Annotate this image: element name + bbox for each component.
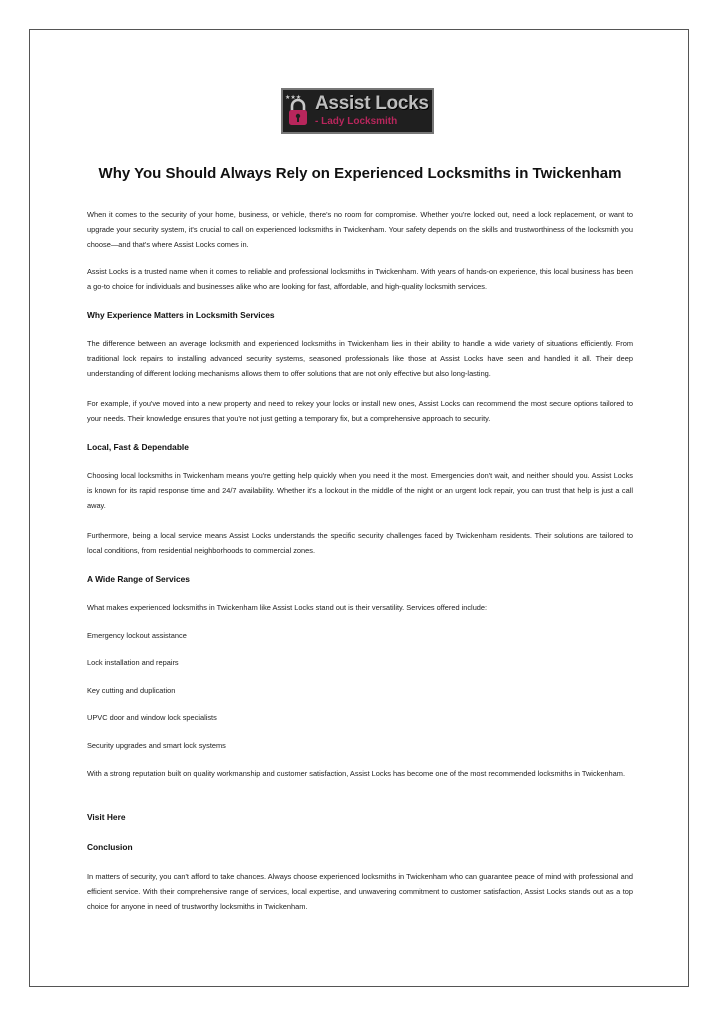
heading-experience: Why Experience Matters in Locksmith Services	[87, 310, 275, 320]
local-paragraph-1: Choosing local locksmiths in Twickenham means you're getting help quickly when you need it the most. Emergencies don't wait, and neither should you. Assist Locks is known for its rapid response time and 24/7 availability. Whether it's a lockout in the middle of the night or an urgent lock repair, you can trust that help is just a call away.	[87, 471, 633, 511]
service-item: Emergency lockout assistance	[87, 631, 187, 640]
page-title: Why You Should Always Rely on Experienced Locksmiths in Twickenham	[98, 165, 622, 182]
heading-local: Local, Fast & Dependable	[87, 442, 189, 452]
company-logo	[281, 88, 434, 134]
svg-text:★★★: ★★★	[285, 94, 302, 101]
reputation-paragraph: With a strong reputation built on quality workmanship and customer satisfaction, Assist Locks has become one of the most recommended locksmiths in Twickenham.	[87, 769, 625, 778]
service-item: UPVC door and window lock specialists	[87, 713, 217, 722]
conclusion-paragraph: In matters of security, you can't afford to take chances. Always choose experienced locksmiths in Twickenham who can guarantee peace of mind with professional and efficient service. With their comprehensive range of services, local expertise, and unwavering commitment to customer satisfaction, Assist Locks stands out as a top choice for anyone in need of trustworthy locksmiths in Twickenham.	[87, 872, 633, 912]
heading-services: A Wide Range of Services	[87, 574, 190, 584]
service-item: Lock installation and repairs	[87, 658, 179, 667]
heading-conclusion: Conclusion	[87, 842, 133, 852]
logo-name: Assist Locks	[315, 93, 429, 114]
logo-subtitle: - Lady Locksmith	[315, 116, 398, 127]
visit-here-link[interactable]: Visit Here	[87, 812, 126, 822]
padlock-icon	[283, 90, 315, 132]
local-paragraph-2: Furthermore, being a local service means Assist Locks understands the specific security challenges faced by Twickenham residents. Their solutions are tailored to local conditions, from residential neighborhoods to commercial zones.	[87, 531, 633, 556]
service-item: Key cutting and duplication	[87, 686, 176, 695]
services-intro-paragraph: What makes experienced locksmiths in Twickenham like Assist Locks stand out is their versatility. Services offered include:	[87, 603, 488, 612]
service-item: Security upgrades and smart lock systems	[87, 741, 226, 750]
experience-paragraph-1: The difference between an average locksmith and experienced locksmiths in Twickenham lies in their ability to handle a wide variety of situations efficiently. From traditional lock repairs to installing advanced security systems, seasoned professionals like those at Assist Locks have seen and handled it all. Their deep understanding of different locking mechanisms allows them to offer solutions that are not only effective but also long-lasting.	[87, 339, 633, 379]
experience-paragraph-2: For example, if you've moved into a new property and need to rekey your locks or install new ones, Assist Locks can recommend the most secure options tailored to your needs. Their knowledge ensures that you're not just getting a temporary fix, but a comprehensive approach to security.	[87, 399, 633, 424]
intro-paragraph-2: Assist Locks is a trusted name when it comes to reliable and professional locksmiths in Twickenham. With years of hands-on experience, this local business has been a go-to choice for individuals and businesses alike who are looking for fast, affordable, and high-quality locksmith services.	[87, 267, 633, 292]
intro-paragraph-1: When it comes to the security of your home, business, or vehicle, there's no room for compromise. Whether you're locked out, need a lock replacement, or want to upgrade your security system, it's crucial to call on experienced locksmiths in Twickenham. Your safety depends on the skills and trustworthiness of the locksmith you choose—and that's where Assist Locks comes in.	[87, 210, 633, 250]
